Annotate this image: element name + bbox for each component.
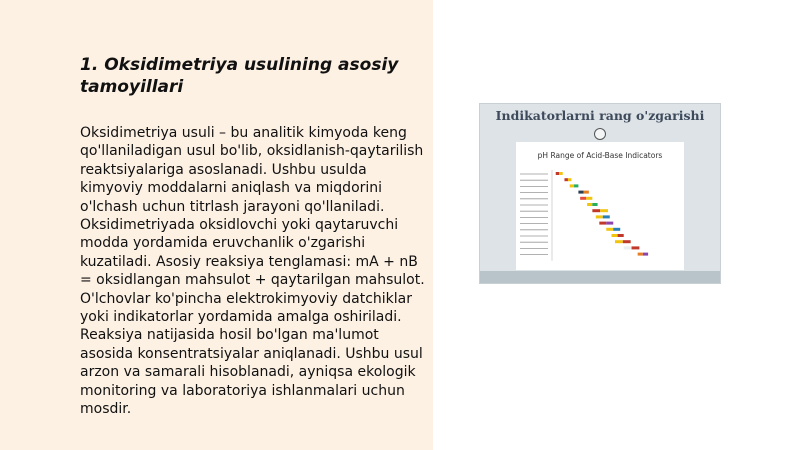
chart-bar-segment-low [587,203,592,206]
chart-bar-segment-high [643,253,648,256]
chart-bar-segment-low [615,240,623,243]
chart-bar-segment-low [570,184,574,187]
rotate-handle-icon[interactable] [594,128,606,140]
chart-bar-segment-low [578,191,583,194]
chart-bar-segment-low [556,172,559,175]
chart-title: pH Range of Acid-Base Indicators [537,151,663,160]
indicator-chart [516,142,684,270]
chart-bar-segment-low [624,246,632,249]
figure-bottom-bar [480,271,720,283]
chart-bar-segment-low [599,222,606,225]
chart-bar-segment-high [618,234,624,237]
chart-bar-segment-low [564,178,567,181]
chart-bar-segment-high [584,191,589,194]
chart-bar-segment-high [606,222,613,225]
chart-bar-segment-high [600,209,608,212]
chart-bar-segment-high [623,240,631,243]
chart-bar-segment-high [559,172,562,175]
slide-title: 1. Oksidimetriya usulining asosiy tamoyillari [80,55,399,97]
chart-card [516,142,684,270]
chart-bar-segment-high [613,228,620,231]
chart-bar-segment-low [596,215,603,218]
figure-title: Indikatorlarni rang o'zgarishi [495,108,705,123]
chart-bar-segment-low [580,197,586,200]
chart-bar-segment-low [606,228,613,231]
chart-bar-segment-low [592,209,600,212]
chart-bar-segment-high [592,203,597,206]
chart-bar-segment-high [603,215,610,218]
indicator-figure [479,103,721,284]
chart-bar-segment-high [632,246,640,249]
chart-bar-segment-low [638,253,643,256]
body-paragraph: Oksidimetriya usuli – bu analitik kimyoda keng qo'llaniladigan usul bo'lib, oksidlanish-qaytarilish reaktsiyalariga asoslanadi. Ushbu usulda kimyoviy moddalarni aniqlash va miqdorini o'lchash uchun titrlash jarayoni qo'llaniladi. Oksidimetriyada oksidlovchi yoki qaytaruvchi modda yordamida eruvchanlik o'zgarishi kuzatiladi. Asosiy reaksiya tenglamasi: mA + nB = oksidlangan mahsulot + qaytarilgan mahsulot. O'lchovlar ko'pincha elektrokimyoviy datchiklar yoki indikatorlar yordamida amalga oshiriladi. Reaksiya natijasida hosil bo'lgan ma'lumot asosida konsentratsiyalar aniqlanadi. Ushbu usul arzon va samarali hisoblanadi, ayniqsa ekologik monitoring va laboratoriya ishlanmalari uchun mosdir. [80,125,425,418]
chart-bar-segment-high [568,178,571,181]
chart-bar-segment-low [612,234,618,237]
chart-bar-segment-high [574,184,578,187]
chart-bar-segment-high [586,197,592,200]
